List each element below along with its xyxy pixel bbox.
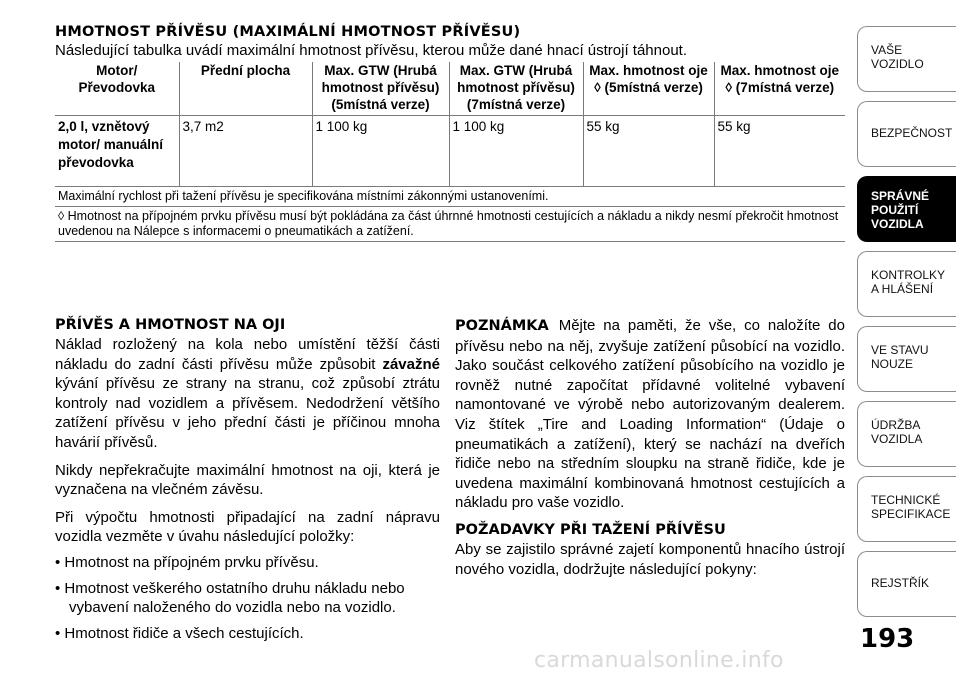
axle-items-list [55,553,440,643]
tab-label: ÚDRŽBA [871,418,921,432]
header-gtw-7: Max. GTW (Hrubá hmotnost přívěsu) (7místná verze) [449,62,583,116]
list-item: • Hmotnost na přípojném prvku přívěsu. [55,553,319,571]
list-item: • Hmotnost řidiče a všech cestujících. [55,624,304,642]
tab-vase-vozidlo[interactable] [857,26,956,92]
cell-gtw-5: 1 100 kg [312,116,449,187]
tab-udrzba-vozidla[interactable] [857,401,956,467]
header-tongue-7: Max. hmotnost oje ◊ (7místná verze) [714,62,845,116]
tab-label: REJSTŘÍK [871,576,930,590]
tab-label: SPECIFIKACE [871,507,951,521]
tab-label: VOZIDLA [871,432,923,446]
sway-emphasis: závažné [382,355,440,373]
cell-tongue-5: 55 kg [583,116,714,187]
tab-label: KONTROLKY [871,268,946,282]
tab-label: NOUZE [871,357,913,371]
cell-motor: 2,0 l, vznětový motor/ manuální převodovka [55,116,179,187]
axle-calc-paragraph: Při výpočtu hmotnosti připadající na zadní nápravu vozidla vezměte v úvahu následující položky: [55,508,440,546]
tab-label: SPRÁVNÉ [871,189,930,203]
list-item: • Hmotnost veškerého ostatního druhu nákladu nebo vybavení naloženého do vozidla nebo na vozidlo. [55,579,405,617]
tongue-weight-note: ◊ Hmotnost na přípojném prvku přívěsu musí být pokládána za část úhrnné hmotnosti cestujících a nákladu a nikdy nesmí překročit hmotnost uvedenou na Nálepce s informacemi o pneumatikách a zatížení. [55,207,845,242]
tab-kontrolky-a-hlaseni[interactable] [857,251,956,317]
tab-label: VE STAVU [871,343,929,357]
table-note-row [55,187,845,207]
towing-weight-table [55,62,845,242]
table-header-row [55,62,845,116]
tab-label: VOZIDLO [871,57,924,71]
table-note-row [55,207,845,242]
note-label: POZNÁMKA [455,318,549,334]
table-row [55,116,845,187]
watermark: carmanualsonline.info [534,648,784,673]
section-heading: HMOTNOST PŘÍVĚSU (MAXIMÁLNÍ HMOTNOST PŘÍVĚSU) [55,24,521,40]
tab-ve-stavu-nouze[interactable] [857,326,956,392]
tab-label: A HLÁŠENÍ [871,282,934,296]
towing-requirements-paragraph: Aby se zajistilo správné zajetí komponentů hnacího ústrojí nového vozidla, dodržujte následující pokyny: [455,540,845,578]
tab-label: VOZIDLA [871,217,924,231]
page-content [55,24,845,242]
header-gtw-5: Max. GTW (Hrubá hmotnost přívěsu) (5místná verze) [312,62,449,116]
header-tongue-5: Max. hmotnost oje ◊ (5místná verze) [583,62,714,116]
tongue-limit-paragraph: Nikdy nepřekračujte maximální hmotnost na oji, která je vyznačena na vlečném závěsu. [55,461,440,499]
speed-note: Maximální rychlost při tažení přívěsu je specifikována místními zákonnými ustanoveními. [55,187,845,207]
cell-front-area: 3,7 m2 [179,116,312,187]
tab-rejstrik[interactable] [857,551,956,617]
sway-text-end: kývání přívěsu ze strany na stranu, což způsobí ztrátu kontroly nad vozidlem a přívěsem. Nedodržení většího zatížení přívěsu v jeho přední části je příčinou mnoha havárií přívěsů. [55,375,440,451]
header-front-area: Přední plocha [179,62,312,116]
trailer-sway-paragraph [55,335,440,453]
note-paragraph [455,316,845,513]
tab-spravne-pouziti-vozidla[interactable] [857,176,956,242]
header-motor: Motor/ Převodovka [55,62,179,116]
tab-label: TECHNICKÉ [871,493,941,507]
towing-requirements-heading: POŽADAVKY PŘI TAŽENÍ PŘÍVĚSU [455,521,726,538]
tab-bezpecnost[interactable] [857,101,956,167]
sway-text-start: Náklad rozložený na kola nebo umístění těžší části nákladu do zadní části přívěsu může způsobit [55,336,440,373]
page-number: 193 [860,624,915,654]
tab-label: VAŠE [871,43,903,57]
note-text: Mějte na paměti, že vše, co naložíte do přívěsu nebo na něj, zvyšuje zatížení působící na vozidlo. Jako součást celkového zatížení působícího na vozidlo je rovněž nutné započítat přídavné volitelné vybavení namontované ve výrobě nebo autorizovaným dealerem. Viz štítek „Tire and Loading Information“ (Údaje o pneumatikách a zatížení), který se nachází na dveřích řidiče nebo na středním sloupku na straně řidiče, kde je uvedena maximální kombinovaná hmotnost cestujících a nákladu pro vaše vozidlo. [455,317,845,512]
section-intro: Následující tabulka uvádí maximální hmotnost přívěsu, kterou může dané hnací ústrojí táhnout. [55,42,688,59]
tab-label: POUŽITÍ [871,203,919,217]
tab-technicke-specifikace[interactable] [857,476,956,542]
left-column [55,316,440,649]
cell-gtw-7: 1 100 kg [449,116,583,187]
tab-label: BEZPEČNOST [871,126,953,140]
trailer-tongue-heading: PŘÍVĚS A HMOTNOST NA OJI [55,317,286,333]
cell-tongue-7: 55 kg [714,116,845,187]
right-column [455,316,845,587]
